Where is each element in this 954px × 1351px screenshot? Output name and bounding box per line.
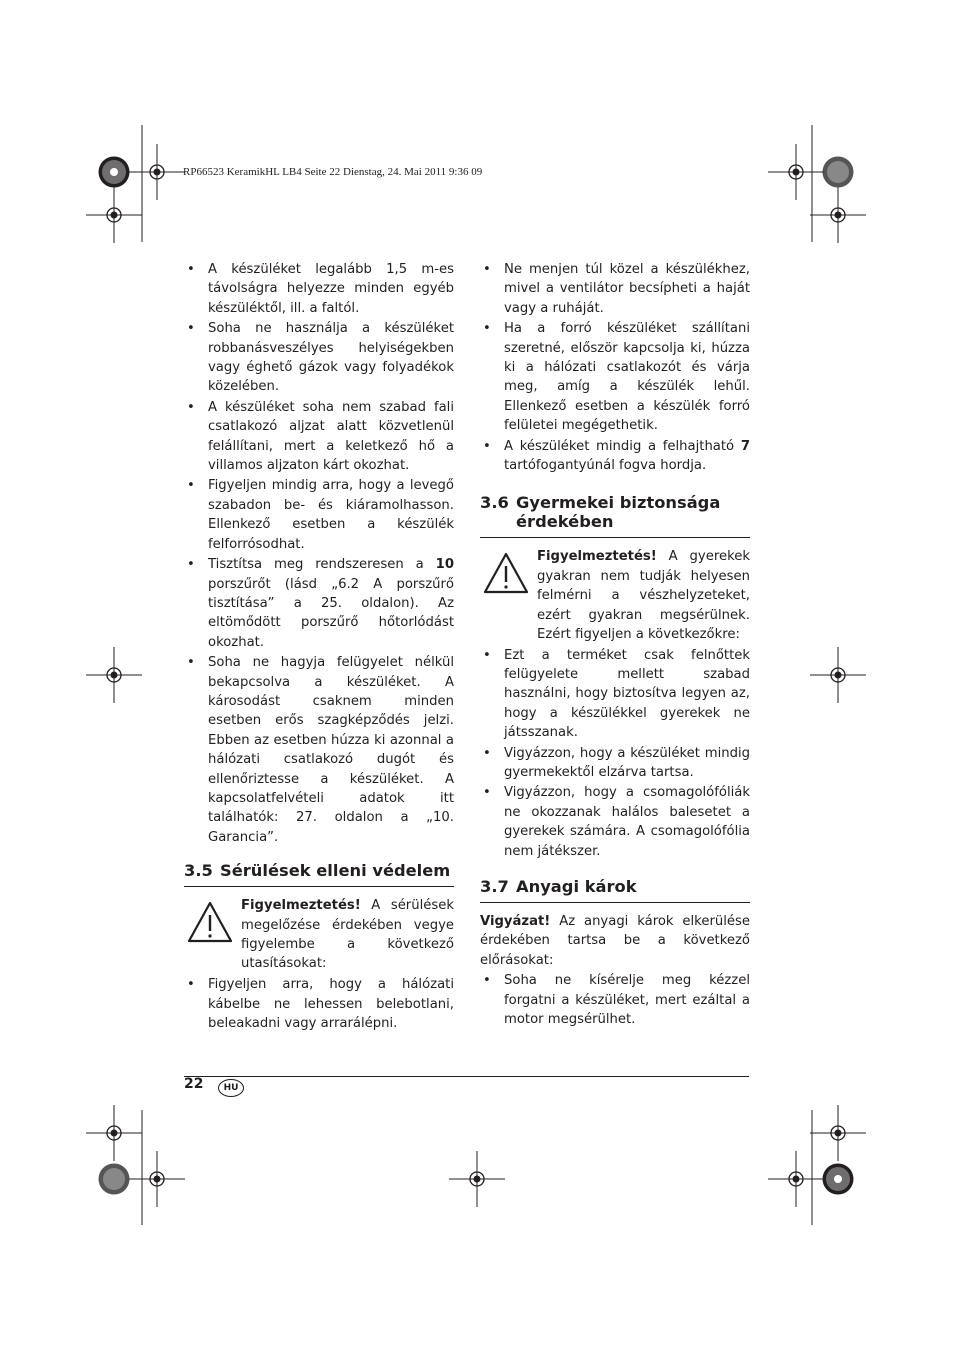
list-item: • Figyeljen arra, hogy a hálózati kábelbe ne lehessen belebotlani, beleakadni vagy arrarálépni. xyxy=(184,975,454,1033)
warning-block xyxy=(480,547,750,644)
list-item: • Figyeljen mindig arra, hogy a levegő szabadon be- és kiáramolhasson. Ellenkező esetben a készülék felforrósodhat. xyxy=(184,476,454,554)
warning-triangle-icon xyxy=(483,552,529,594)
list-item: • Soha ne kísérelje meg kézzel forgatni a készüléket, mert ezáltal a motor megsérülhet. xyxy=(480,971,750,1029)
language-badge: HU xyxy=(218,1079,244,1097)
list-item: • A készüléket soha nem szabad fali csatlakozó aljzat alatt közvetlenül felállítani, mert a keletkező hő a villamos aljzaton kárt okozhat. xyxy=(184,398,454,476)
text: A készüléket mindig a felhajtható xyxy=(504,438,741,454)
warning-label: Figyelmeztetés! xyxy=(241,898,361,914)
text: porszűrőt (lásd „6.2 A porszűrő tisztítása” a 25. oldalon). Az eltömődött porszűrő hőtorlódást okozhat. xyxy=(208,576,454,650)
page-number: 22 xyxy=(184,1076,204,1092)
section-heading-3-5 xyxy=(184,861,454,887)
list-item: • A készüléket legalább 1,5 m-es távolságra helyezze minden egyéb készüléktől, ill. a faltól. xyxy=(184,260,454,318)
list-item: • Soha ne használja a készüléket robbanásveszélyes helyiségekben vagy éghető gázok vagy folyadékok közelében. xyxy=(184,319,454,397)
warning-text: A gyerekek gyakran nem tudják helyesen felmérni a vészhelyzeteket, ezért gyakran megsérülnek. Ezért figyeljen a következőkre: xyxy=(537,549,750,643)
section-heading-3-7 xyxy=(480,877,750,903)
list-item: • Vigyázzon, hogy a csomagolófóliák ne okozzanak halálos balesetet a gyerekek számára. A csomagolófólia nem játékszer. xyxy=(480,783,750,861)
list-item: • Soha ne hagyja felügyelet nélkül bekapcsolva a készüléket. A károsodást csaknem minden esetben erős szagképződés jelzi. Ebben az esetben húzza ki azonnal a hálózati csatlakozó dugót és ellenőriztesse a készüléket. A kapcsolatfelvételi adatok itt találhatók: 27. oldalon a „10. Garancia”. xyxy=(184,653,454,847)
text: Tisztítsa meg rendszeresen a xyxy=(208,557,436,573)
text: tartófogantyúnál fogva hordja. xyxy=(504,458,707,474)
section-title-line-2: érdekében xyxy=(516,512,614,532)
list-item: • Vigyázzon, hogy a készüléket mindig gyermekektől elzárva tartsa. xyxy=(480,744,750,783)
warning-triangle-icon xyxy=(187,901,233,943)
caution-paragraph xyxy=(480,912,750,970)
section-title: Sérülések elleni védelem xyxy=(220,861,451,881)
part-number: 10 xyxy=(435,557,454,573)
warning-block xyxy=(184,896,454,974)
caution-label: Vigyázat! xyxy=(480,913,551,929)
section-number: 3.5 xyxy=(184,861,213,881)
section-number: 3.7 xyxy=(480,876,509,896)
section-title: Anyagi károk xyxy=(516,876,637,896)
right-column xyxy=(480,260,750,1029)
section-title-line-1: Gyermekei biztonsága xyxy=(516,493,721,513)
section-number: 3.6 xyxy=(480,493,509,513)
caution-text: Az anyagi károk elkerülése érdekében tartsa be a következő előrásokat: xyxy=(480,913,750,968)
left-column xyxy=(184,260,454,1033)
section-heading-3-6 xyxy=(480,493,750,538)
part-number: 7 xyxy=(740,438,750,454)
warning-text: A sérülések megelőzése érdekében vegye figyelembe a következő utasításokat: xyxy=(241,898,454,972)
list-item-carry xyxy=(480,437,750,476)
warning-label: Figyelmeztetés! xyxy=(537,549,657,565)
list-item: • Ezt a terméket csak felnőttek felügyelete mellett szabad használni, hogy biztosítva legyen az, hogy a készülékkel gyerekek ne játsszanak. xyxy=(480,646,750,743)
list-item-filter xyxy=(184,555,454,652)
footer-rule xyxy=(184,1076,749,1077)
list-item: • Ha a forró készüléket szállítani szeretné, először kapcsolja ki, húzza ki a hálózati csatlakozót és várja meg, amíg a készülék lehűl. Ellenkező esetben a készülék forró felületei megégethetik. xyxy=(480,319,750,435)
list-item: • Ne menjen túl közel a készülékhez, mivel a ventilátor becsípheti a haját vagy a ruháját. xyxy=(480,260,750,318)
print-slug-line: RP66523 KeramikHL LB4 Seite 22 Dienstag, 24. Mai 2011 9:36 09 xyxy=(183,166,483,178)
